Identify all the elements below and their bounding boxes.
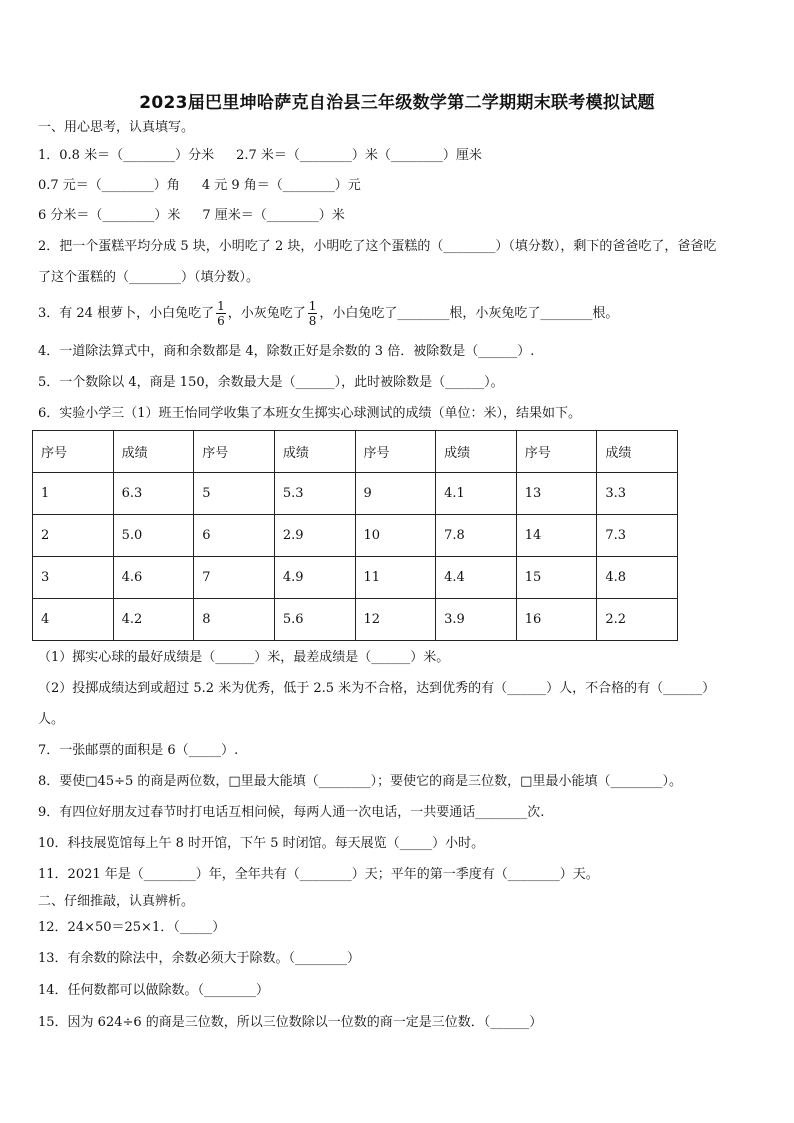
table-row: [33, 557, 678, 599]
table-header-cell: 成绩: [274, 431, 355, 473]
question-8: 8．要使□45÷5 的商是两位数，□里最大能填（________）；要使它的商是三位数，□里最小能填（________）。: [38, 774, 682, 789]
table-cell: 3: [33, 557, 114, 599]
table-cell: 5.0: [113, 515, 194, 557]
table-cell: 6: [194, 515, 275, 557]
table-cell: 14: [516, 515, 597, 557]
table-cell: 5: [194, 473, 275, 515]
table-row: [33, 473, 678, 515]
table-cell: 1: [33, 473, 114, 515]
q3-text-2: ，小灰兔吃了: [227, 306, 306, 321]
q1-part-a: 1．0.8 米＝（________）分米: [38, 148, 215, 163]
table-cell: 4.8: [597, 557, 678, 599]
table-header-cell: 序号: [516, 431, 597, 473]
table-cell: 3.9: [436, 599, 517, 641]
question-6-sub-2-line-1: （2）投掷成绩达到或超过 5.2 米为优秀，低于 2.5 米为不合格，达到优秀的有（______）人，不合格的有（______）: [38, 681, 716, 696]
question-3: [38, 298, 768, 330]
fraction-denominator: 6: [217, 314, 225, 328]
table-cell: 9: [355, 473, 436, 515]
fraction-numerator: 1: [217, 299, 225, 313]
question-6-sub-2-line-2: 人。: [38, 712, 65, 727]
table-cell: 4.9: [274, 557, 355, 599]
question-4: 4．一道除法算式中，商和余数都是 4，除数正好是余数的 3 倍．被除数是（______）.: [38, 344, 535, 359]
table-cell: 7.8: [436, 515, 517, 557]
table-cell: 7.3: [597, 515, 678, 557]
scores-table: [32, 430, 678, 641]
question-13: 13．有余数的除法中，余数必须大于除数。（________）: [38, 951, 361, 966]
q1-part-b: 2.7 米＝（________）米（________）厘米: [236, 148, 482, 163]
fraction-one-sixth: [216, 299, 226, 328]
table-cell: 15: [516, 557, 597, 599]
question-14: 14．任何数都可以做除数。（________）: [38, 983, 270, 998]
table-cell: 13: [516, 473, 597, 515]
table-cell: 6.3: [113, 473, 194, 515]
fraction-denominator: 8: [308, 314, 317, 328]
table-cell: 3.3: [597, 473, 678, 515]
question-1-row-2: [38, 177, 768, 195]
table-header-cell: 成绩: [597, 431, 678, 473]
table-cell: 4.2: [113, 599, 194, 641]
table-row: [33, 515, 678, 557]
q3-text-3: ，小白兔吃了________根，小灰兔吃了________根。: [319, 306, 619, 321]
question-2-line-2: 了这个蛋糕的（________）（填分数）。: [38, 270, 260, 285]
table-header-cell: 序号: [33, 431, 114, 473]
fraction-one-eighth: [308, 299, 318, 328]
q1-part-c: 0.7 元＝（________）角: [38, 178, 180, 193]
table-cell: 4: [33, 599, 114, 641]
table-cell: 5.3: [274, 473, 355, 515]
table-header-cell: 成绩: [113, 431, 194, 473]
fraction-numerator: 1: [308, 299, 317, 313]
q1-part-e: 6 分米＝（________）米: [38, 208, 181, 223]
table-cell: 11: [355, 557, 436, 599]
table-header-cell: 序号: [194, 431, 275, 473]
table-cell: 8: [194, 599, 275, 641]
question-11: 11．2021 年是（________）年，全年共有（________）天；平年的第一季度有（________）天。: [38, 867, 599, 882]
table-cell: 4.4: [436, 557, 517, 599]
question-12: 12．24×50＝25×1．（_____）: [38, 920, 226, 935]
q3-text-1: 3．有 24 根萝卜，小白兔吃了: [38, 306, 215, 321]
q1-part-d: 4 元 9 角＝（________）元: [201, 178, 361, 193]
question-9: 9．有四位好朋友过春节时打电话互相问候，每两人通一次电话，一共要通话________次.: [38, 805, 545, 820]
question-10: 10．科技展览馆每上午 8 时开馆，下午 5 时闭馆。每天展览（_____）小时。: [38, 836, 485, 851]
table-cell: 10: [355, 515, 436, 557]
table-header-cell: 成绩: [436, 431, 517, 473]
question-1-row-3: [38, 207, 768, 225]
table-cell: 12: [355, 599, 436, 641]
question-7: 7．一张邮票的面积是 6（_____）.: [38, 743, 239, 758]
table-cell: 5.6: [274, 599, 355, 641]
page-title: 2023届巴里坤哈萨克自治县三年级数学第二学期期末联考模拟试题: [139, 93, 655, 113]
table-cell: 4.1: [436, 473, 517, 515]
table-header-row: [33, 431, 678, 473]
table-row: [33, 599, 678, 641]
table-header-cell: 序号: [355, 431, 436, 473]
table-cell: 2.9: [274, 515, 355, 557]
question-2-line-1: 2．把一个蛋糕平均分成 5 块，小明吃了 2 块，小明吃了这个蛋糕的（________）（填分数），剩下的爸爸吃了，爸爸吃: [38, 239, 717, 254]
question-5: 5．一个数除以 4，商是 150，余数最大是（______），此时被除数是（______）。: [38, 375, 504, 390]
question-1-row-1: [38, 147, 768, 165]
table-cell: 7: [194, 557, 275, 599]
q1-part-f: 7 厘米＝（________）米: [202, 208, 345, 223]
question-15: 15．因为 624÷6 的商是三位数，所以三位数除以一位数的商一定是三位数．（______）: [38, 1015, 543, 1030]
table-cell: 2: [33, 515, 114, 557]
table-cell: 16: [516, 599, 597, 641]
section-1-heading: 一、用心思考，认真填写。: [38, 120, 195, 135]
question-6: 6．实验小学三（1）班王怡同学收集了本班女生掷实心球测试的成绩（单位：米），结果如下。: [38, 406, 582, 421]
section-2-heading: 二、仔细推敲，认真辨析。: [38, 894, 195, 909]
question-6-sub-1: （1）掷实心球的最好成绩是（______）米，最差成绩是（______）米。: [38, 650, 450, 665]
table-cell: 2.2: [597, 599, 678, 641]
table-cell: 4.6: [113, 557, 194, 599]
